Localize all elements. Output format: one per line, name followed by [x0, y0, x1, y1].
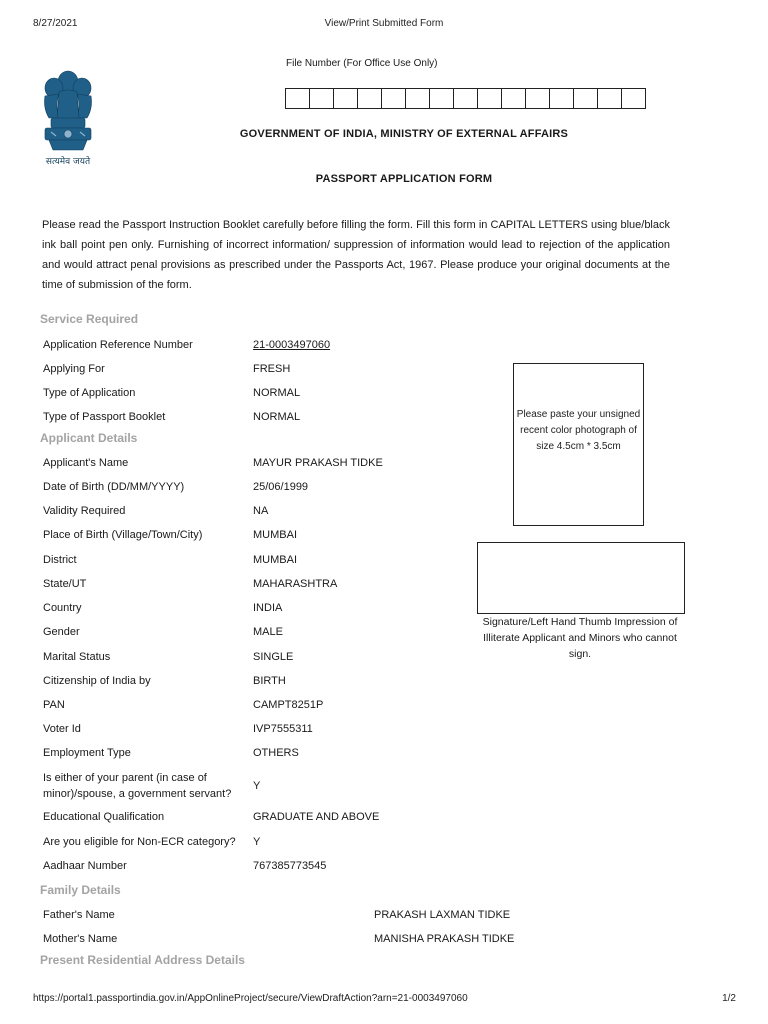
application-reference-number[interactable]: 21-0003497060 [253, 339, 331, 351]
field-value: MAYUR PRAKASH TIDKE [253, 457, 383, 469]
field-label: Mother's Name [43, 933, 118, 945]
field-value: CAMPT8251P [253, 699, 324, 711]
field-label: Is either of your parent (in case of minor)/spouse, a government servant? [43, 772, 232, 800]
field-value: INDIA [253, 602, 283, 614]
field-label: Applicant's Name [43, 457, 129, 469]
file-number-cell [454, 89, 478, 108]
file-number-cell [478, 89, 502, 108]
section-family-details: Family Details [40, 883, 121, 897]
field-label: Marital Status [43, 651, 111, 663]
field-label: Citizenship of India by [43, 675, 151, 687]
form-title: PASSPORT APPLICATION FORM [315, 173, 493, 185]
file-number-cell [358, 89, 382, 108]
field-label: Are you eligible for Non-ECR category? [43, 836, 236, 848]
page-number: 1/2 [722, 993, 736, 1004]
field-value: OTHERS [253, 747, 299, 759]
field-label: PAN [43, 699, 65, 711]
field-label: Aadhaar Number [43, 860, 127, 872]
emblem-motto: सत्यमेव जयते [45, 157, 91, 167]
field-value: NA [253, 505, 269, 517]
field-label: Date of Birth (DD/MM/YYYY) [43, 481, 185, 493]
field-label: Validity Required [43, 505, 126, 517]
photo-instruction: Please paste your unsigned recent color photograph of size 4.5cm * 3.5cm [516, 409, 641, 452]
section-service-required: Service Required [40, 312, 139, 326]
instructions-paragraph: Please read the Passport Instruction Booklet carefully before filling the form. Fill this form in CAPITAL LETTERS using blue/black ink ball point pen only. Furnishing of incorrect information/ suppression of information would lead to rejection of the application and would attract penal provisions as prescribed under the Passports Act, 1967. Please produce your original documents at the time of submission of the form. [42, 219, 670, 291]
field-value: Y [253, 836, 261, 848]
field-label: Type of Passport Booklet [43, 411, 166, 423]
print-date: 8/27/2021 [33, 18, 78, 29]
signature-instruction: Signature/Left Hand Thumb Impression of Illiterate Applicant and Minors who cannot sign. [482, 616, 678, 660]
section-present-address: Present Residential Address Details [40, 953, 245, 967]
government-heading: GOVERNMENT OF INDIA, MINISTRY OF EXTERNAL AFFAIRS [239, 128, 569, 140]
field-label: Applying For [43, 363, 105, 375]
field-label: Employment Type [43, 747, 131, 759]
file-number-cell [310, 89, 334, 108]
field-value: MAHARASHTRA [253, 578, 338, 590]
file-number-cell [502, 89, 526, 108]
field-value: MUMBAI [253, 554, 297, 566]
field-value: MALE [253, 626, 283, 638]
field-label: Application Reference Number [43, 339, 193, 351]
file-number-cell [430, 89, 454, 108]
file-number-cell [382, 89, 406, 108]
field-value: NORMAL [253, 411, 301, 423]
field-value: IVP7555311 [253, 723, 313, 735]
file-number-cell [574, 89, 598, 108]
field-label: Place of Birth (Village/Town/City) [43, 529, 203, 541]
file-number-cell [334, 89, 358, 108]
field-value: NORMAL [253, 387, 301, 399]
field-label: Voter Id [43, 723, 81, 735]
field-value: PRAKASH LAXMAN TIDKE [374, 909, 511, 921]
field-label: Type of Application [43, 387, 136, 399]
field-value: 767385773545 [253, 860, 327, 872]
file-number-cell [550, 89, 574, 108]
footer-url: https://portal1.passportindia.gov.in/AppOnlineProject/secure/ViewDraftAction?arn=21-0003497060 [33, 993, 468, 1004]
file-number-label: File Number (For Office Use Only) [286, 58, 438, 69]
field-value: BIRTH [253, 675, 286, 687]
field-value: FRESH [253, 363, 291, 375]
field-label: Gender [43, 626, 80, 638]
section-applicant-details: Applicant Details [40, 431, 138, 445]
file-number-boxes [285, 88, 646, 109]
file-number-cell [598, 89, 622, 108]
field-label: State/UT [43, 578, 87, 590]
signature-box [477, 542, 685, 614]
field-value: Y [253, 780, 261, 792]
field-label: Educational Qualification [43, 811, 165, 823]
field-label: District [43, 554, 77, 566]
file-number-cell [406, 89, 430, 108]
field-value: SINGLE [253, 651, 294, 663]
field-label: Country [43, 602, 82, 614]
file-number-cell [526, 89, 550, 108]
field-value: GRADUATE AND ABOVE [253, 811, 380, 823]
field-value: 25/06/1999 [253, 481, 309, 493]
file-number-cell [622, 89, 645, 108]
file-number-cell [286, 89, 310, 108]
field-value: MANISHA PRAKASH TIDKE [374, 933, 515, 945]
field-value: MUMBAI [253, 529, 297, 541]
field-label: Father's Name [43, 909, 115, 921]
state-emblem-icon [37, 66, 99, 170]
page-title: View/Print Submitted Form [324, 18, 444, 29]
